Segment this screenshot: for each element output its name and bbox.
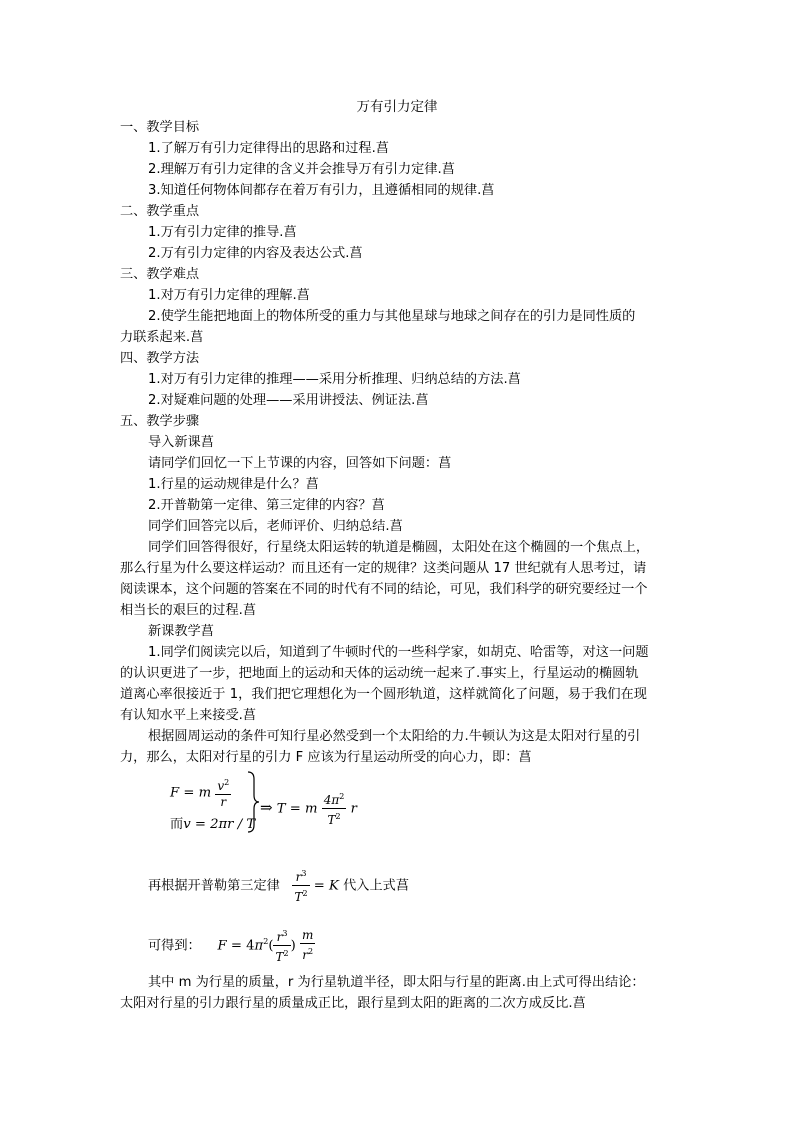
section-heading-key-points: 二、教学重点 (120, 204, 200, 219)
doc-title: 万有引力定律 (356, 99, 438, 115)
paragraph-2-line-4: 有认知水平上来接受.菖 (120, 708, 257, 723)
paragraph-2-line-2: 的认识更进了一步，把地面上的运动和天体的运动统一起来了.事实上，行星运动的椭圆轨 (120, 666, 639, 681)
difficulty-item-1: 1.对万有引力定律的理解.菖 (148, 288, 310, 303)
equation-line-2: 而v = 2πr / T (170, 817, 256, 832)
goal-item-2: 2.理解万有引力定律的含义并会推导万有引力定律.菖 (148, 162, 455, 177)
equation-centripetal (170, 771, 390, 833)
goal-item-3: 3.知道任何物体间都存在着万有引力，且遵循相同的规律.菖 (148, 183, 495, 198)
intro-prompt: 请同学们回忆一下上节课的内容，回答如下问题：菖 (148, 456, 452, 471)
equation-result: ⇒ T = m $\frac{4\pi^2}{T^2}$ r (260, 789, 357, 828)
question-1: 1.行星的运动规律是什么？菖 (148, 477, 319, 492)
fraction-r3-over-T2-result: $\frac{r^3}{T^2}$ (273, 926, 290, 965)
paragraph-4-line-2: 太阳对行星的引力跟行星的质量成正比，跟行星到太阳的距离的二次方成反比.菖 (120, 996, 586, 1011)
paragraph-1-line-3: 阅读课本，这个问题的答案在不同的时代有不同的结论，可见，我们科学的研究要经过一个 (120, 582, 648, 597)
method-item-1: 1.对万有引力定律的推理——采用分析推理、归纳总结的方法.菖 (148, 372, 521, 387)
section-heading-steps: 五、教学步骤 (120, 414, 200, 429)
new-lesson-label: 新课教学菖 (148, 624, 214, 639)
paragraph-1-line-1: 同学们回答得很好，行星绕太阳运转的轨道是椭圆，太阳处在这个椭圆的一个焦点上， (148, 540, 650, 555)
fraction-m-over-r2: $\frac{m}{r^2}$ (301, 928, 314, 962)
difficulty-item-2-continued: 力联系起来.菖 (120, 330, 204, 345)
fraction-v2-over-r: $\frac{v^2}{r}$ (215, 775, 231, 810)
difficulty-item-2: 2.使学生能把地面上的物体所受的重力与其他星球与地球之间存在的引力是同性质的 (148, 309, 636, 324)
paragraph-1-line-2: 那么行星为什么要这样运动？而且还有一定的规律？这类问题从 17 世纪就有人思考过，请 (120, 561, 647, 576)
section-heading-difficulties: 三、教学难点 (120, 267, 200, 282)
result-line: 可得到： $F = 4\pi^2$( $\frac{r^3}{T^2}$ ) $\frac{m}{r^2}$ (148, 928, 314, 964)
kepler-law-line: 再根据开普勒第三定律 $\frac{r^3}{T^2}$ = K 代入上式菖 (148, 866, 409, 905)
goal-item-1: 1.了解万有引力定律得出的思路和过程.菖 (148, 141, 389, 156)
section-heading-methods: 四、教学方法 (120, 351, 200, 366)
fraction-r3-over-T2: $\frac{r^3}{T^2}$ (292, 866, 309, 905)
paragraph-3-line-2: 力，那么，太阳对行星的引力 F 应该为行星运动所受的向心力，即：菖 (120, 750, 532, 765)
right-brace-icon (246, 771, 260, 833)
question-2: 2.开普勒第一定律、第三定律的内容？菖 (148, 498, 385, 513)
section-heading-goals: 一、教学目标 (120, 120, 200, 135)
paragraph-2-line-1: 1.同学们阅读完以后，知道到了牛顿时代的一些科学家，如胡克、哈雷等，对这一问题 (148, 645, 649, 660)
paragraph-3-line-1: 根据圆周运动的条件可知行星必然受到一个太阳给的力.牛顿认为这是太阳对行星的引 (148, 729, 641, 744)
paragraph-1-line-4: 相当长的艰巨的过程.菖 (120, 603, 257, 618)
paragraph-4-line-1: 其中 m 为行星的质量，r 为行星轨道半径，即太阳与行星的距离.由上式可得出结论： (148, 975, 645, 990)
review-text: 同学们回答完以后，老师评价、归纳总结.菖 (148, 519, 403, 534)
paragraph-2-line-3: 道离心率很接近于 1，我们把它理想化为一个圆形轨道，这样就简化了问题，易于我们在现 (120, 687, 647, 702)
intro-label: 导入新课菖 (148, 435, 214, 450)
fraction-4pi2-over-T2: $\frac{4\pi^2}{T^2}$ (322, 789, 347, 828)
key-point-item-1: 1.万有引力定律的推导.菖 (148, 225, 297, 240)
key-point-item-2: 2.万有引力定律的内容及表达公式.菖 (148, 246, 363, 261)
method-item-2: 2.对疑难问题的处理——采用讲授法、例证法.菖 (148, 393, 429, 408)
equation-line-1: F = m $\frac{v^2}{r}$ (170, 775, 231, 810)
